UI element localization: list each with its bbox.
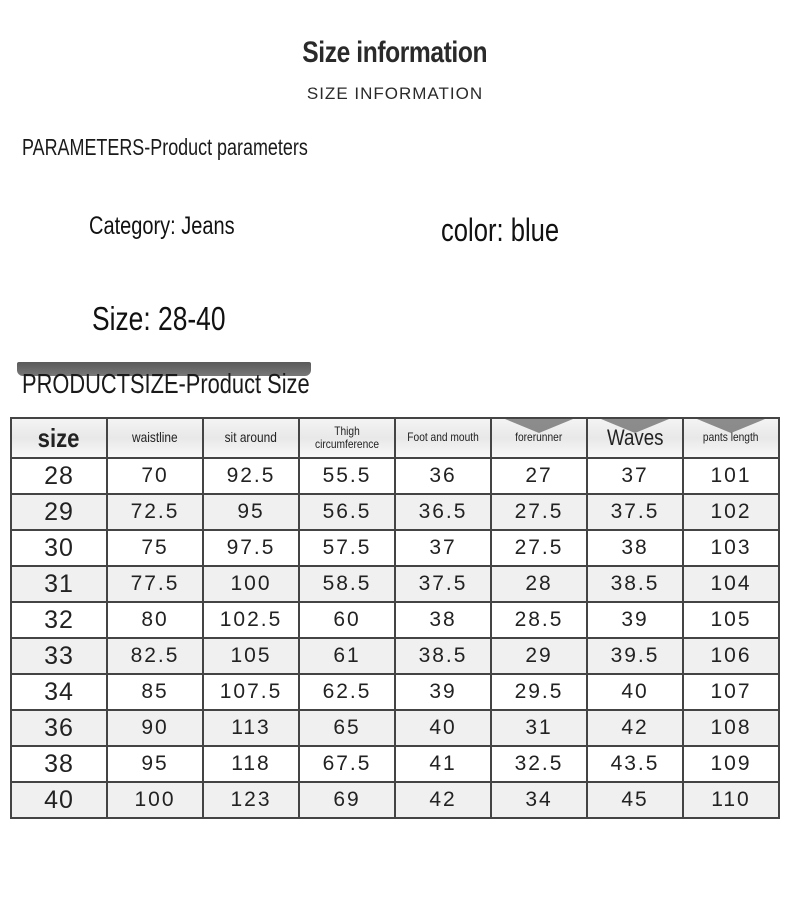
measurement-cell: 27.5 [491,530,587,566]
measurement-cell: 110 [683,782,779,818]
size-cell: 32 [11,602,107,638]
measurement-cell: 108 [683,710,779,746]
size-range-label: Size: 28-40 [92,300,226,337]
size-cell: 31 [11,566,107,602]
measurement-cell: 69 [299,782,395,818]
measurement-cell: 105 [203,638,299,674]
measurement-cell: 72.5 [107,494,203,530]
measurement-cell: 39 [587,602,683,638]
measurement-cell: 61 [299,638,395,674]
measurement-cell: 102.5 [203,602,299,638]
measurement-cell: 109 [683,746,779,782]
measurement-cell: 32.5 [491,746,587,782]
measurement-cell: 107.5 [203,674,299,710]
size-cell: 36 [11,710,107,746]
table-row [11,494,779,530]
measurement-cell: 42 [395,782,491,818]
measurement-cell: 75 [107,530,203,566]
measurement-cell: 80 [107,602,203,638]
measurement-cell: 45 [587,782,683,818]
size-cell: 40 [11,782,107,818]
measurement-cell: 65 [299,710,395,746]
table-row [11,710,779,746]
table-row [11,746,779,782]
measurement-cell: 113 [203,710,299,746]
measurement-cell: 62.5 [299,674,395,710]
category-label: Category: Jeans [89,212,235,240]
measurement-cell: 90 [107,710,203,746]
column-header-thigh: Thigh circumference [299,418,395,458]
measurement-cell: 67.5 [299,746,395,782]
measurement-cell: 118 [203,746,299,782]
measurement-cell: 105 [683,602,779,638]
size-cell: 29 [11,494,107,530]
column-header-forerunner: forerunner [491,418,587,458]
measurement-cell: 37 [395,530,491,566]
measurement-cell: 37 [587,458,683,494]
size-cell: 30 [11,530,107,566]
measurement-cell: 58.5 [299,566,395,602]
product-size-heading: PRODUCTSIZE-Product Size [22,368,310,399]
measurement-cell: 27.5 [491,494,587,530]
measurement-cell: 70 [107,458,203,494]
measurement-cell: 28 [491,566,587,602]
measurement-cell: 27 [491,458,587,494]
measurement-cell: 38.5 [587,566,683,602]
measurement-cell: 40 [587,674,683,710]
measurement-cell: 101 [683,458,779,494]
measurement-cell: 37.5 [395,566,491,602]
measurement-cell: 38.5 [395,638,491,674]
column-header-pants-length: pants length [683,418,779,458]
page-title: Size information [302,36,488,69]
measurement-cell: 106 [683,638,779,674]
measurement-cell: 31 [491,710,587,746]
measurement-cell: 29.5 [491,674,587,710]
measurement-cell: 95 [203,494,299,530]
parameters-heading: PARAMETERS-Product parameters [22,134,308,160]
measurement-cell: 29 [491,638,587,674]
column-header-sit-around: sit around [203,418,299,458]
measurement-cell: 36.5 [395,494,491,530]
measurement-cell: 42 [587,710,683,746]
measurement-cell: 82.5 [107,638,203,674]
measurement-cell: 97.5 [203,530,299,566]
measurement-cell: 107 [683,674,779,710]
table-row [11,638,779,674]
table-row [11,566,779,602]
measurement-cell: 100 [203,566,299,602]
table-row [11,530,779,566]
table-row [11,674,779,710]
table-row [11,602,779,638]
column-header-size: size [11,418,107,458]
measurement-cell: 92.5 [203,458,299,494]
size-cell: 34 [11,674,107,710]
measurement-cell: 43.5 [587,746,683,782]
measurement-cell: 34 [491,782,587,818]
measurement-cell: 40 [395,710,491,746]
measurement-cell: 41 [395,746,491,782]
measurement-cell: 56.5 [299,494,395,530]
page-subtitle: SIZE INFORMATION [306,84,484,103]
measurement-cell: 95 [107,746,203,782]
size-cell: 33 [11,638,107,674]
table-row [11,782,779,818]
measurement-cell: 60 [299,602,395,638]
size-cell: 28 [11,458,107,494]
column-header-foot-mouth: Foot and mouth [395,418,491,458]
measurement-cell: 39 [395,674,491,710]
measurement-cell: 38 [395,602,491,638]
measurement-cell: 28.5 [491,602,587,638]
measurement-cell: 55.5 [299,458,395,494]
measurement-cell: 77.5 [107,566,203,602]
measurement-cell: 102 [683,494,779,530]
measurement-cell: 85 [107,674,203,710]
column-header-waistline: waistline [107,418,203,458]
measurement-cell: 37.5 [587,494,683,530]
measurement-cell: 103 [683,530,779,566]
measurement-cell: 36 [395,458,491,494]
size-cell: 38 [11,746,107,782]
column-header-waves: Waves [587,418,683,458]
measurement-cell: 100 [107,782,203,818]
size-chart-table [10,417,780,819]
measurement-cell: 38 [587,530,683,566]
table-row [11,458,779,494]
table-header-row [11,418,779,458]
measurement-cell: 39.5 [587,638,683,674]
measurement-cell: 123 [203,782,299,818]
measurement-cell: 57.5 [299,530,395,566]
measurement-cell: 104 [683,566,779,602]
color-label: color: blue [441,212,560,248]
